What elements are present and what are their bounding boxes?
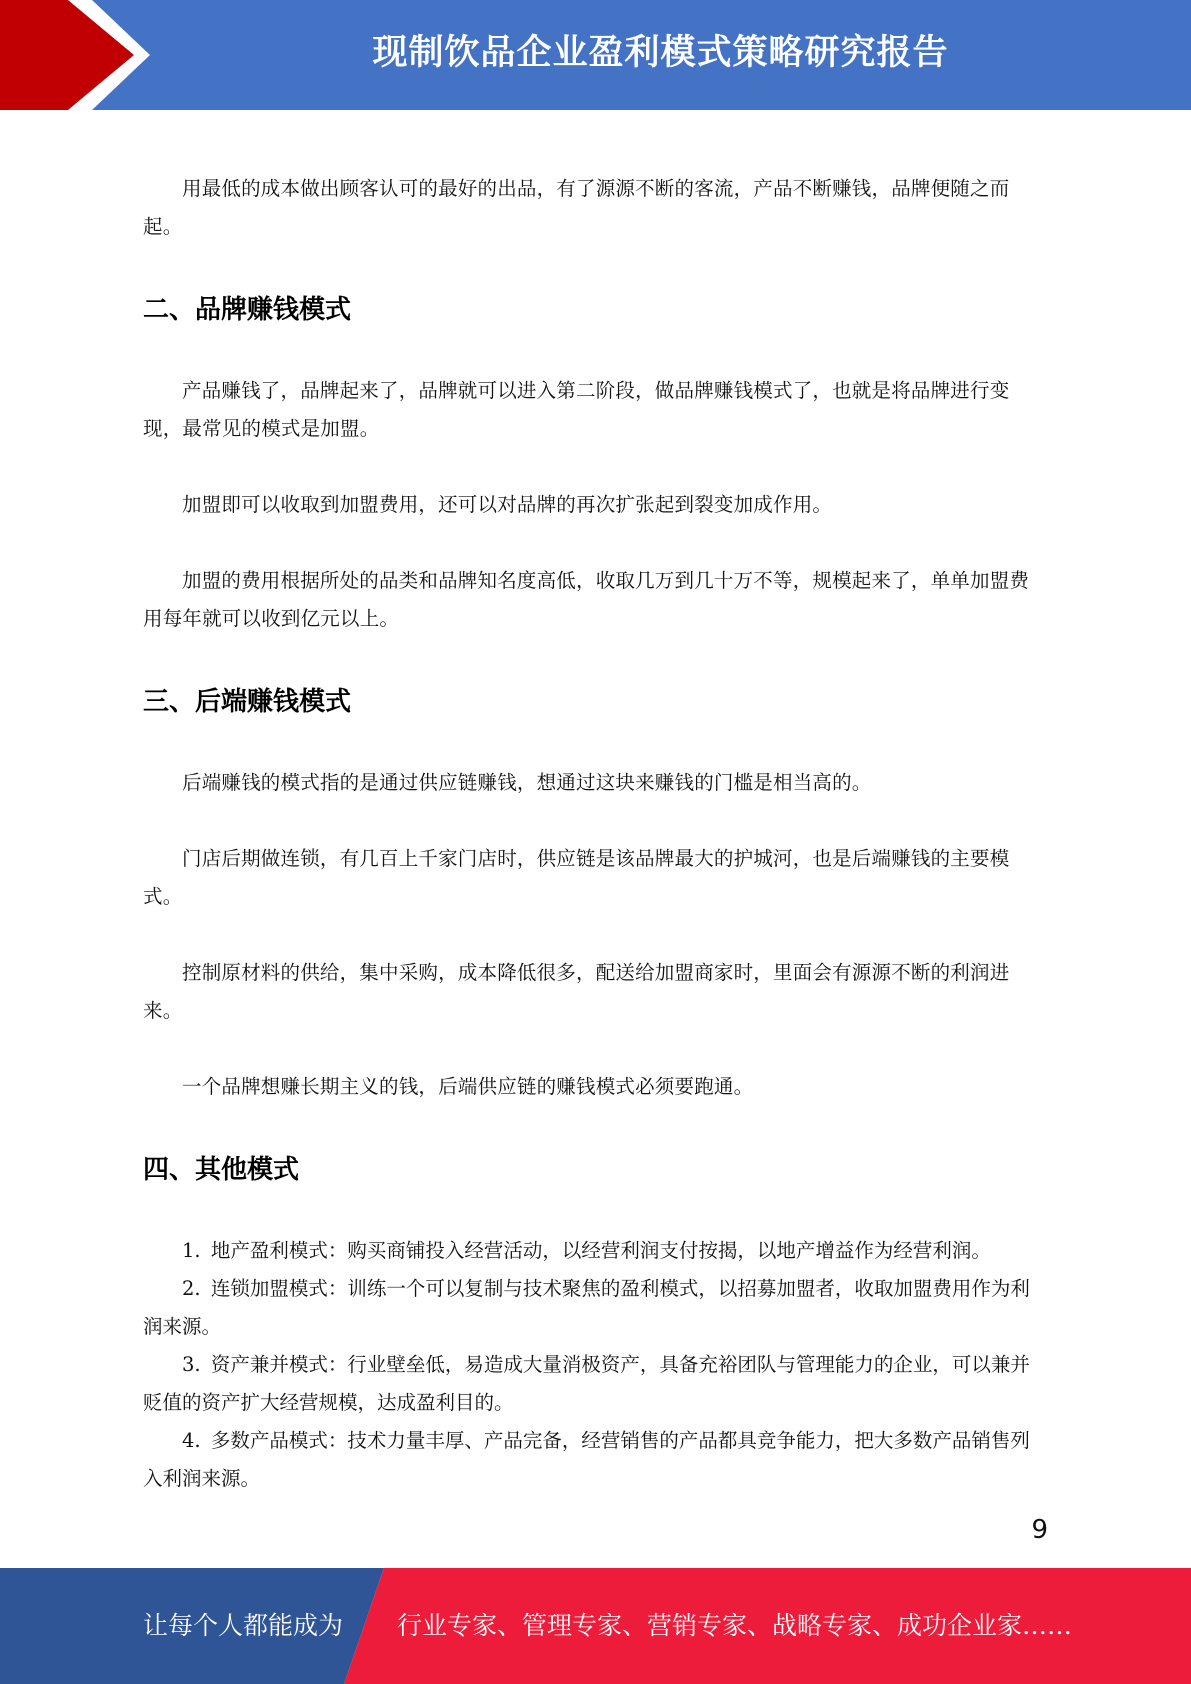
paragraph: 门店后期做连锁，有几百上千家门店时，供应链是该品牌最大的护城河，也是后端赚钱的主要模式。 bbox=[143, 847, 1010, 908]
paragraph: 一个品牌想赚长期主义的钱，后端供应链的赚钱模式必须要跑通。 bbox=[182, 1075, 754, 1098]
intro-paragraph: 用最低的成本做出顾客认可的最好的出品，有了源源不断的客流，产品不断赚钱，品牌便随之而起。 bbox=[143, 177, 1010, 238]
page-footer bbox=[0, 1568, 1191, 1684]
paragraph: 加盟即可以收取到加盟费用，还可以对品牌的再次扩张起到裂变加成作用。 bbox=[182, 493, 833, 516]
list-item: 4. 多数产品模式：技术力量丰厚、产品完备，经营销售的产品都具竞争能力，把大多数产品销售列入利润来源。 bbox=[143, 1429, 1030, 1490]
page-header bbox=[0, 0, 1191, 110]
section-heading-other: 四、其他模式 bbox=[143, 1155, 300, 1185]
list-item: 3. 资产兼并模式：行业壁垒低，易造成大量消极资产，具备充裕团队与管理能力的企业，可以兼并贬值的资产扩大经营规模，达成盈利目的。 bbox=[143, 1353, 1030, 1414]
other-models-list bbox=[143, 1232, 1048, 1498]
page-number: 9 bbox=[1031, 1515, 1048, 1545]
footer-slogan-right: 行业专家、管理专家、营销专家、战略专家、成功企业家…… bbox=[397, 1611, 1073, 1640]
list-item: 1. 地产盈利模式：购买商铺投入经营活动，以经营利润支付按揭，以地产增益作为经营利润。 bbox=[182, 1239, 991, 1262]
page-body bbox=[143, 170, 1048, 1498]
paragraph: 产品赚钱了，品牌起来了，品牌就可以进入第二阶段，做品牌赚钱模式了，也就是将品牌进行变现，最常见的模式是加盟。 bbox=[143, 379, 1010, 440]
report-title: 现制饮品企业盈利模式策略研究报告 bbox=[372, 33, 949, 73]
section-heading-brand: 二、品牌赚钱模式 bbox=[143, 295, 352, 325]
paragraph: 加盟的费用根据所处的品类和品牌知名度高低，收取几万到几十万不等，规模起来了，单单加盟费用每年就可以收到亿元以上。 bbox=[143, 569, 1030, 630]
footer-slogan-left: 让每个人都能成为 bbox=[143, 1611, 344, 1640]
section-heading-backend: 三、后端赚钱模式 bbox=[143, 687, 352, 717]
header-chevron-decoration bbox=[0, 0, 160, 110]
paragraph: 后端赚钱的模式指的是通过供应链赚钱，想通过这块来赚钱的门槛是相当高的。 bbox=[182, 771, 872, 794]
paragraph: 控制原材料的供给，集中采购，成本降低很多，配送给加盟商家时，里面会有源源不断的利润进来。 bbox=[143, 961, 1010, 1022]
list-item: 2. 连锁加盟模式：训练一个可以复制与技术聚焦的盈利模式，以招募加盟者，收取加盟费用作为利润来源。 bbox=[143, 1277, 1030, 1338]
